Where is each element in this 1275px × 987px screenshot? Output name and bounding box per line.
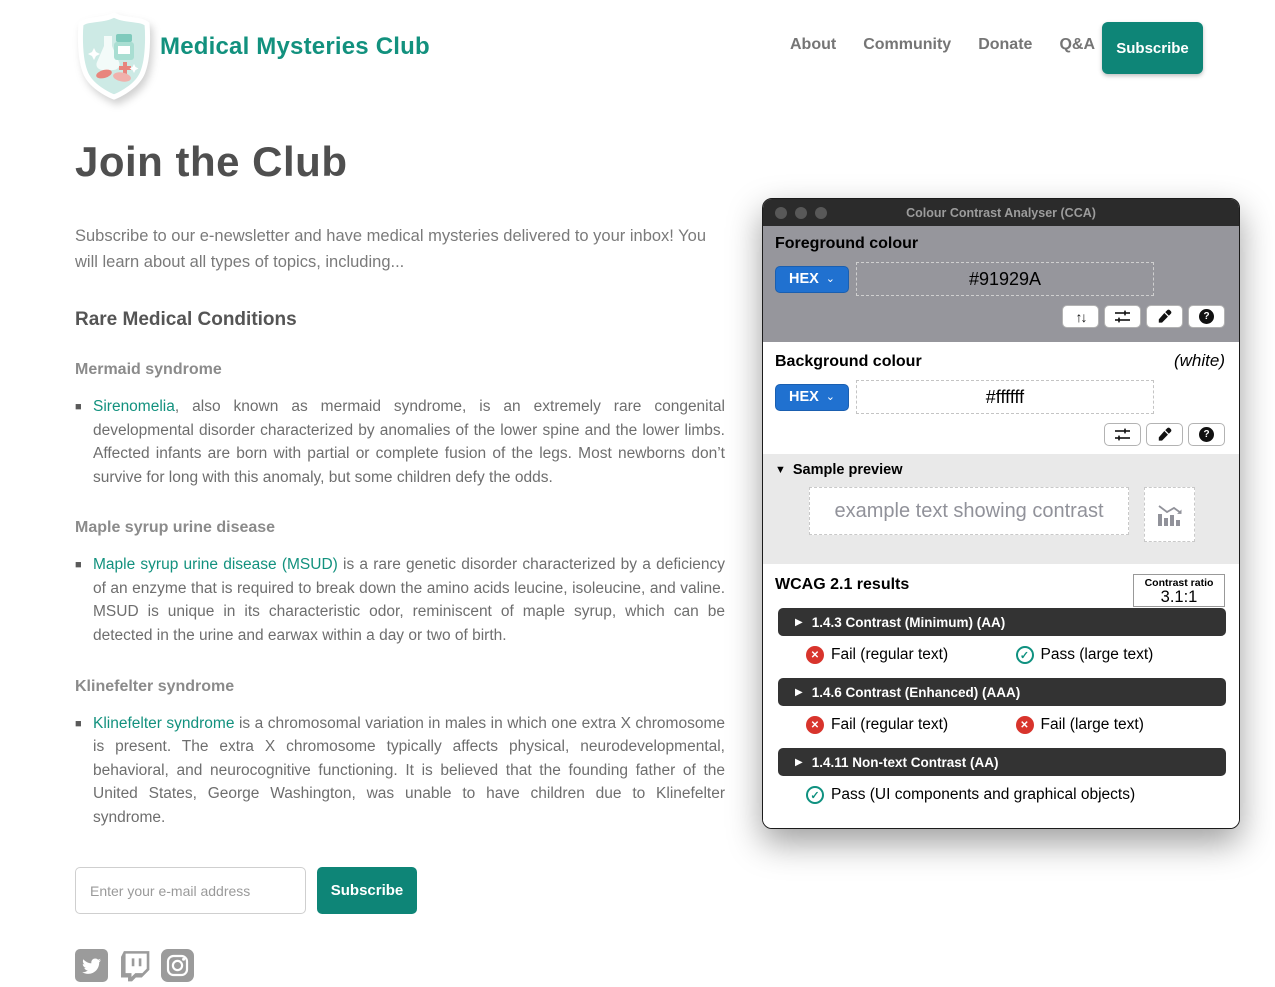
help-icon: ?: [1199, 309, 1214, 324]
bullet-marker: ■: [75, 559, 82, 572]
check-result: [806, 646, 1016, 664]
sample-preview-label: Sample preview: [792, 462, 903, 478]
criterion-name: 1.4.11 Non-text Contrast (AA): [811, 754, 999, 770]
cca-window-title: Colour Contrast Analyser (CCA): [906, 205, 1096, 220]
instagram-icon[interactable]: [161, 949, 194, 982]
site-header: [0, 0, 1275, 110]
background-colour-name: (white): [1173, 351, 1225, 370]
background-format-select[interactable]: [775, 384, 849, 411]
fail-icon: ✕: [806, 716, 824, 734]
swap-icon: ↑↓: [1075, 308, 1086, 325]
condition-body-text: is a chromosomal variation in males in which one extra X chromosome is present. The extra X chromosome typically affects physical, neurodevelopmental, behavioral, and neurocognitive functioning. It is believed that the founding father of the United States, George Washington, was unable to have children due to Klinefelter syndrome.: [93, 714, 725, 826]
bullet-marker: ■: [75, 401, 82, 414]
sample-preview-toggle[interactable]: [775, 462, 1225, 478]
klinefelter-link[interactable]: Klinefelter syndrome: [93, 714, 235, 732]
condition-heading-klinefelter: Klinefelter syndrome: [75, 677, 235, 695]
main-nav: [790, 36, 1095, 54]
check-label: Pass (UI components and graphical objects): [831, 786, 1136, 803]
condition-body-text: , also known as mermaid syndrome, is an extremely rare congenital developmental disorder characterized by anomalies of the lower spine and the lower limbs. Affected infants are born with partial or complete fusion of the legs. Most newborns don’t survive for long with this anomaly, but some children defy the odds.: [93, 398, 725, 486]
background-tools: [775, 423, 1225, 446]
nav-donate[interactable]: Donate: [978, 36, 1033, 53]
wcag-results-heading: WCAG 2.1 results: [775, 576, 910, 593]
format-label: HEX: [788, 271, 819, 287]
criterion-1411-results: [806, 786, 1225, 804]
page-title: Join the Club: [75, 138, 348, 185]
criterion-1411-bar[interactable]: [778, 748, 1226, 776]
social-links: [75, 949, 725, 982]
cca-titlebar[interactable]: [763, 199, 1239, 226]
twitter-icon[interactable]: [75, 949, 108, 982]
criterion-146-bar[interactable]: [778, 678, 1226, 706]
swap-colours-button[interactable]: [1062, 305, 1099, 328]
fail-icon: ✕: [1016, 716, 1034, 734]
check-label: Pass (large text): [1040, 646, 1154, 663]
foreground-help-button[interactable]: [1188, 305, 1225, 328]
background-colour-label: Background colour: [775, 353, 922, 370]
contrast-ratio-label: Contrast ratio: [1144, 577, 1214, 589]
condition-body-text: is a rare genetic disorder characterized by a deficiency of an enzyme that is required to break down the amino acids leucine, isoleucine, and valine. MSUD is unique in its characteristic odor, reminiscent of maple syrup, which can be detected in the urine and earwax within a day or two of birth.: [93, 556, 726, 644]
expand-triangle-icon: ▶: [795, 616, 803, 628]
section-title: Rare Medical Conditions: [75, 309, 297, 331]
background-colour-input[interactable]: [856, 380, 1154, 414]
eyedropper-icon: [1157, 309, 1172, 324]
fail-icon: ✕: [806, 646, 824, 664]
background-eyedropper-button[interactable]: [1146, 423, 1183, 446]
list-item: [75, 553, 725, 647]
foreground-colour-section: [763, 226, 1239, 342]
list-item: [75, 395, 725, 489]
chart-icon: [1155, 500, 1185, 530]
condition-heading-mermaid: Mermaid syndrome: [75, 361, 222, 379]
criterion-name: 1.4.6 Contrast (Enhanced) (AAA): [811, 684, 1021, 700]
format-label: HEX: [788, 389, 819, 405]
check-result: [1016, 646, 1226, 664]
bullet-marker: ■: [75, 717, 82, 730]
newsletter-form: [75, 867, 725, 914]
foreground-colour-input[interactable]: [856, 262, 1154, 296]
main-content: [75, 138, 725, 982]
email-input[interactable]: [75, 867, 306, 914]
chevron-down-icon: ⌄: [825, 272, 836, 285]
check-label: Fail (regular text): [831, 716, 949, 733]
eyedropper-icon: [1157, 427, 1172, 442]
background-colour-row: [775, 380, 1225, 414]
pass-icon: ✓: [806, 786, 824, 804]
twitch-icon[interactable]: [118, 949, 151, 982]
condition-heading-msud: Maple syrup urine disease: [75, 519, 276, 537]
check-label: Fail (regular text): [831, 646, 949, 663]
sirenomelia-link[interactable]: Sirenomelia: [93, 398, 175, 416]
criterion-name: 1.4.3 Contrast (Minimum) (AA): [811, 614, 1006, 630]
check-label: Fail (large text): [1040, 716, 1144, 733]
nav-about[interactable]: About: [790, 36, 837, 53]
background-colour-section: [763, 342, 1239, 454]
sliders-icon: [1114, 310, 1131, 324]
criterion-146-results: [806, 716, 1225, 734]
collapse-triangle-icon: ▼: [775, 464, 786, 476]
sample-text-box: example text showing contrast: [809, 487, 1129, 535]
check-result: [806, 716, 1016, 734]
condition-text-msud: [93, 553, 725, 647]
nav-qa[interactable]: Q&A: [1059, 36, 1095, 53]
foreground-sliders-button[interactable]: [1104, 305, 1141, 328]
expand-triangle-icon: ▶: [795, 756, 803, 768]
foreground-tools: [775, 305, 1225, 328]
msud-link[interactable]: Maple syrup urine disease (MSUD): [93, 556, 338, 574]
club-logo: [74, 12, 154, 100]
sliders-icon: [1114, 428, 1131, 442]
contrast-ratio-box: [1133, 574, 1225, 607]
help-icon: ?: [1199, 427, 1214, 442]
background-help-button[interactable]: [1188, 423, 1225, 446]
wcag-results-section: [763, 564, 1239, 828]
check-result: [806, 786, 1135, 804]
expand-triangle-icon: ▶: [795, 686, 803, 698]
sample-preview-section: [763, 454, 1239, 564]
nav-community[interactable]: Community: [863, 36, 952, 53]
newsletter-subscribe-button[interactable]: Subscribe: [317, 867, 417, 914]
chevron-down-icon: ⌄: [825, 390, 836, 403]
criterion-143-results: [806, 646, 1225, 664]
criterion-143-bar[interactable]: [778, 608, 1226, 636]
foreground-format-select[interactable]: [775, 266, 849, 293]
intro-paragraph: Subscribe to our e-newsletter and have medical mysteries delivered to your inbox! You will learn about all types of topics, including...: [75, 227, 707, 271]
shield-logo-icon: [74, 12, 154, 100]
pass-icon: ✓: [1016, 646, 1034, 664]
site-title: Medical Mysteries Club: [160, 33, 430, 60]
condition-text-mermaid: [93, 395, 725, 489]
contrast-ratio-value: 3.1:1: [1160, 588, 1198, 606]
background-sliders-button[interactable]: [1104, 423, 1141, 446]
check-result: [1016, 716, 1226, 734]
foreground-colour-row: [775, 262, 1225, 296]
header-subscribe-button[interactable]: Subscribe: [1102, 22, 1203, 74]
cca-window: [762, 198, 1240, 829]
foreground-eyedropper-button[interactable]: [1146, 305, 1183, 328]
condition-text-klinefelter: [93, 712, 725, 830]
foreground-colour-label: Foreground colour: [775, 235, 919, 252]
sample-graphics-box[interactable]: [1144, 487, 1195, 542]
list-item: [75, 712, 725, 830]
